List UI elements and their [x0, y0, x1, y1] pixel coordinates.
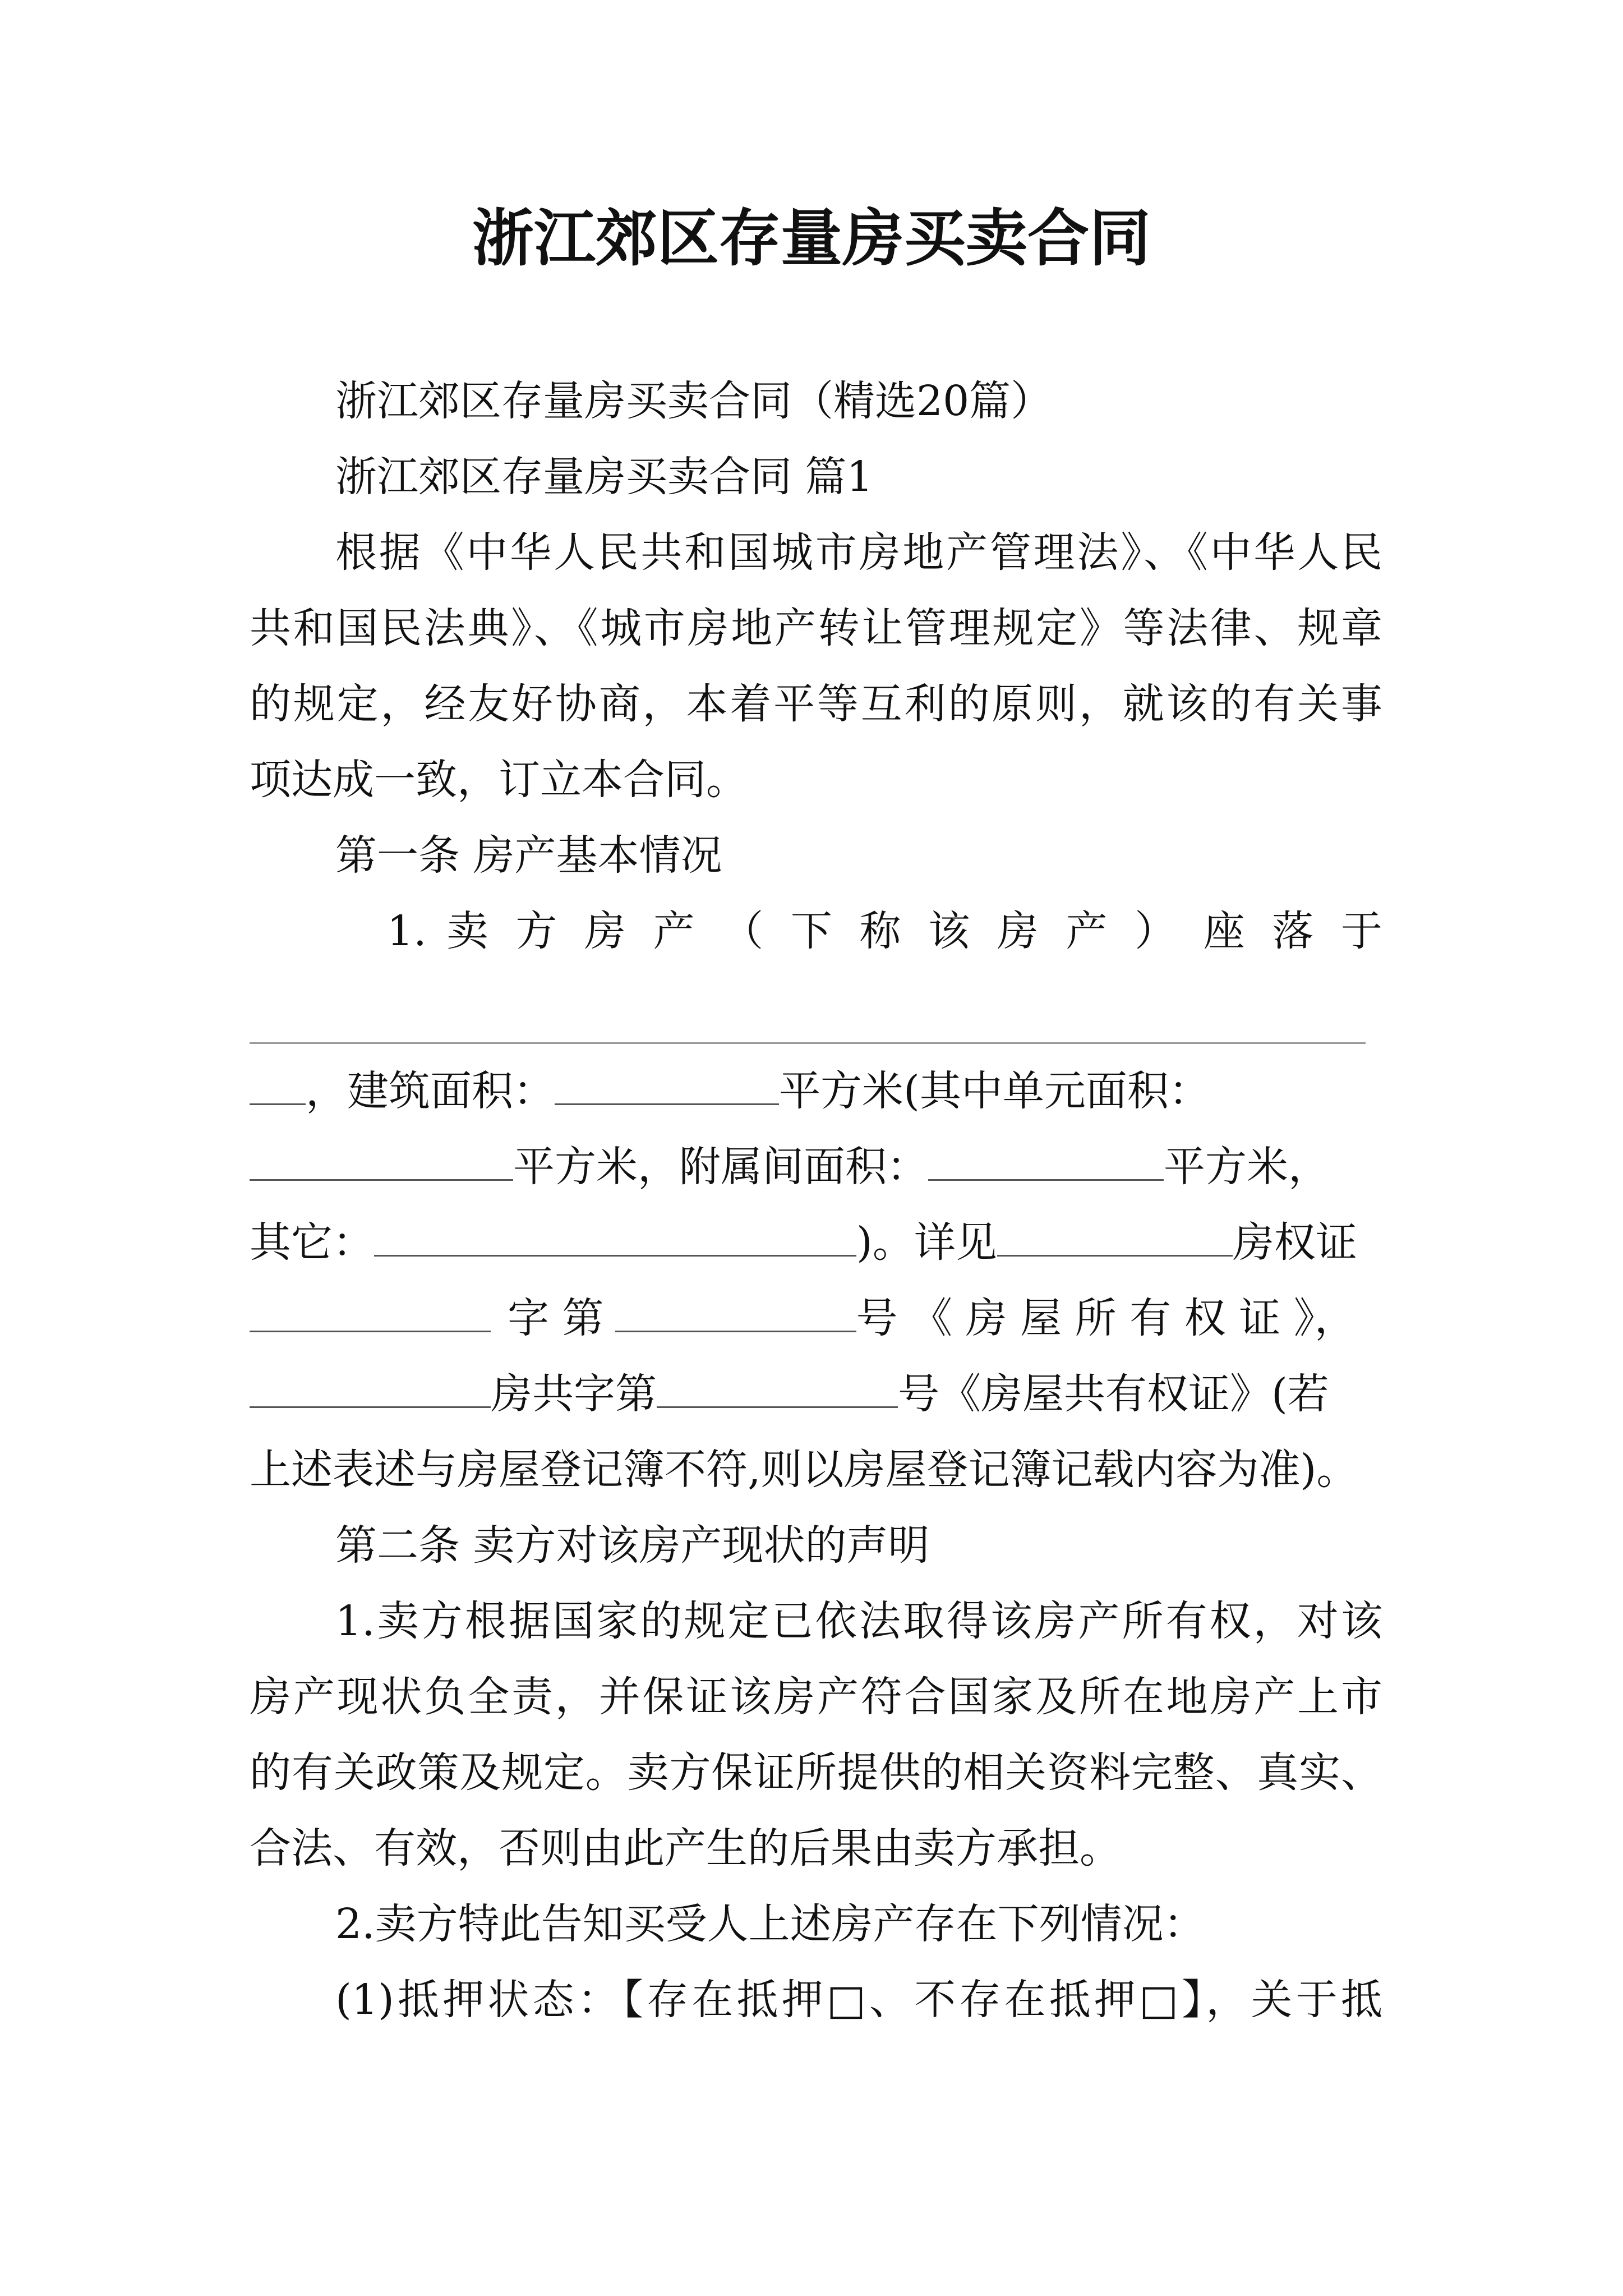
paragraph-line: (1)抵押状态：【存在抵押□、不存在抵押□】，关于抵 [335, 1976, 1382, 2024]
paragraph-line: 上述表述与房屋登记簿不符,则以房屋登记簿记载内容为准)。 [250, 1446, 1358, 1494]
blank-field [374, 1217, 856, 1257]
paragraph-line: 的有关政策及规定。卖方保证所提供的相关资料完整、真实、 [250, 1749, 1382, 1797]
blank-field [997, 1217, 1233, 1257]
document-title: 浙江郊区存量房买卖合同 [472, 202, 1151, 274]
subtitle-line: 浙江郊区存量房买卖合同（精选20篇） [335, 377, 1053, 425]
co-cert-line [250, 1363, 1382, 1425]
blank-field [657, 1369, 898, 1408]
area-line-2 [250, 1136, 1382, 1198]
paragraph-line: 2.卖方特此告知买受人上述房产存在下列情况： [335, 1900, 1205, 1948]
paragraph-line: 1. 卖 方 房 产 （ 下 称 该 房 产 ） 座 落 于 [387, 907, 1382, 955]
co-cert-label: 号《房屋共有权证》(若 [898, 1370, 1329, 1418]
blank-field [555, 1066, 779, 1105]
article-heading-1: 第一条 房产基本情况 [335, 831, 722, 880]
other-line [250, 1212, 1382, 1273]
paragraph-line: 共和国民法典》、《城市房地产转让管理规定》等法律、规章 [250, 604, 1382, 652]
area-line [250, 1060, 1382, 1122]
blank-field [250, 1066, 306, 1105]
paragraph-line: 1.卖方根据国家的规定已依法取得该房产所有权，对该 [335, 1597, 1382, 1645]
article-heading-2: 第二条 卖方对该房产现状的声明 [335, 1521, 930, 1570]
ownership-cert-label: 号 《 房 屋 所 有 权 证 》， [856, 1294, 1356, 1342]
co-char-label: 房共字第 [491, 1370, 657, 1418]
blank-field [250, 1369, 491, 1408]
blank-field [615, 1293, 856, 1332]
blank-field [250, 1142, 513, 1181]
annex-area-label: 平方米，附属间面积： [513, 1143, 928, 1191]
cert-label: 房权证 [1232, 1218, 1357, 1267]
blank-field [928, 1142, 1164, 1181]
char-label: 字 第 [508, 1294, 604, 1342]
unit-area-label: 平方米(其中单元面积： [779, 1067, 1210, 1115]
address-blank-line [250, 1042, 1366, 1044]
section-heading-1: 浙江郊区存量房买卖合同 篇1 [335, 453, 873, 501]
other-label: 其它： [250, 1218, 374, 1267]
sqm-label: 平方米， [1164, 1143, 1330, 1191]
paragraph-line: 根据《中华人民共和国城市房地产管理法》、《中华人民 [335, 528, 1382, 577]
paragraph-line: 项达成一致，订立本合同。 [250, 756, 748, 804]
cert-line [250, 1287, 1382, 1349]
paragraph-line: 的规定，经友好协商，本着平等互利的原则，就该的有关事 [250, 680, 1382, 728]
paragraph-line: 房产现状负全责，并保证该房产符合国家及所在地房产上市 [250, 1673, 1382, 1721]
see-label: )。详见 [856, 1218, 997, 1267]
blank-field [250, 1293, 491, 1332]
paragraph-line: 合法、有效，否则由此产生的后果由卖方承担。 [250, 1824, 1121, 1872]
area-label: ，建筑面积： [306, 1067, 555, 1115]
